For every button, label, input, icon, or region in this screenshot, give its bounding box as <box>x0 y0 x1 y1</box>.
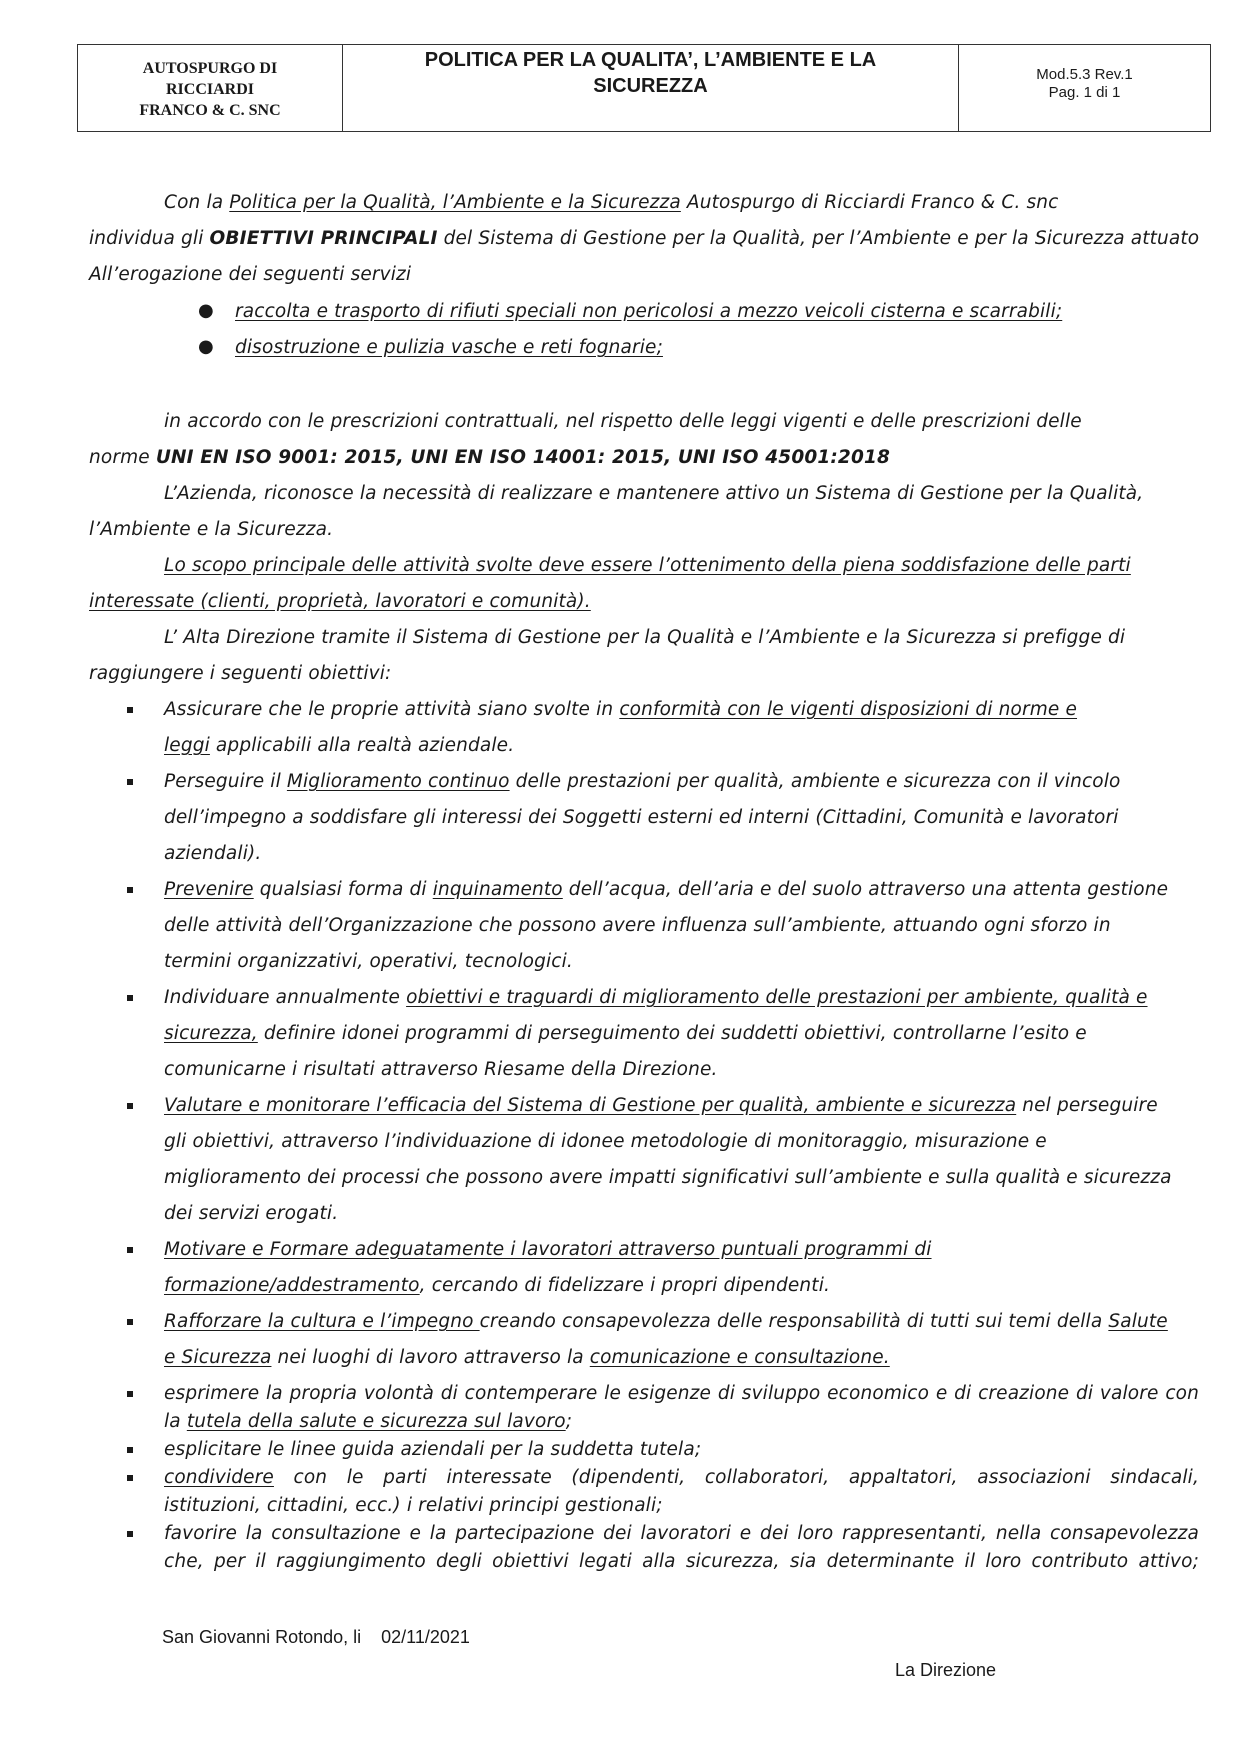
objective-line: gli obiettivi, attraverso l’individuazione di idonee metodologie di monitoraggio, misurazione e <box>164 1131 1047 1152</box>
text: nel perseguire <box>1016 1095 1158 1116</box>
objective-line <box>164 771 1121 792</box>
document-header <box>77 44 1211 132</box>
commitment-line: istituzioni, cittadini, ecc.) i relativi principi gestionali; <box>164 1495 663 1516</box>
square-bullet-icon <box>127 1391 133 1397</box>
place-and-date: San Giovanni Rotondo, li 02/11/2021 <box>162 1627 470 1647</box>
policy-name: Politica per la Qualità, l’Ambiente e la Sicurezza <box>229 192 681 213</box>
text-line: L’Azienda, riconosce la necessità di realizzare e mantenere attivo un Sistema di Gestione per la Qualità, <box>164 483 1144 504</box>
square-bullet-icon <box>127 1531 133 1537</box>
objective-line: delle attività dell’Organizzazione che possono avere influenza sull’ambiente, attuando ogni sforzo in <box>164 915 1111 936</box>
commitment-line: esprimere la propria volontà di contemperare le esigenze di sviluppo economico e di creazione di valore con <box>164 1383 1199 1404</box>
document-title-cell <box>343 45 959 131</box>
objective-line <box>164 1347 890 1368</box>
objective-line <box>164 987 1148 1008</box>
document-title-line: POLITICA PER LA QUALITA’, L’AMBIENTE E LA <box>424 49 877 71</box>
objective-line: Motivare e Formare adeguatamente i lavoratori attraverso puntuali programmi di <box>164 1239 932 1260</box>
text-line <box>89 447 890 468</box>
standards: UNI EN ISO 9001: 2015, UNI EN ISO 14001: 2015, UNI ISO 45001:2018 <box>155 447 891 468</box>
bullet-icon: ● <box>198 300 214 321</box>
square-bullet-icon <box>127 779 133 785</box>
service-item: raccolta e trasporto di rifiuti speciali non pericolosi a mezzo veicoli cisterna e scarrabili; <box>235 301 1063 322</box>
text: Salute <box>1108 1311 1168 1332</box>
objective-line <box>164 1023 1087 1044</box>
module-revision: Mod.5.3 Rev.1 <box>1036 66 1133 83</box>
text: del Sistema di Gestione per la Qualità, per l’Ambiente e per la Sicurezza attuato <box>437 228 1200 249</box>
revision-cell <box>959 45 1210 131</box>
company-name-cell <box>78 45 343 131</box>
commitment-line: favorire la consultazione e la partecipazione dei lavoratori e dei loro rappresentanti, nella consapevolezza <box>164 1523 1199 1544</box>
text: sicurezza, <box>164 1023 258 1044</box>
text: Individuare annualmente <box>164 987 407 1008</box>
text: obiettivi e traguardi di miglioramento delle prestazioni per ambiente, qualità e <box>406 987 1148 1008</box>
square-bullet-icon <box>127 995 133 1001</box>
text: delle prestazioni per qualità, ambiente e sicurezza con il vincolo <box>509 771 1121 792</box>
scope-line: Lo scopo principale delle attività svolte deve essere l’ottenimento della piena soddisfazione delle parti <box>164 555 1131 576</box>
intro-line <box>164 192 1059 213</box>
service-item: disostruzione e pulizia vasche e reti fognarie; <box>235 337 663 358</box>
objective-line <box>164 1095 1158 1116</box>
objective-line: dei servizi erogati. <box>164 1203 339 1224</box>
text: comunicazione e consultazione. <box>589 1347 890 1368</box>
objective-line <box>164 1311 1168 1332</box>
text: Con la <box>164 192 230 213</box>
scope-line: interessate (clienti, proprietà, lavoratori e comunità). <box>89 591 591 612</box>
text: qualsiasi forma di <box>253 879 433 900</box>
text: Assicurare che le proprie attività siano svolte in <box>164 699 620 720</box>
text: Prevenire <box>164 879 254 900</box>
emphasis: OBIETTIVI PRINCIPALI <box>209 228 438 249</box>
objective-line: aziendali). <box>164 843 262 864</box>
objective-line <box>164 879 1168 900</box>
commitment-line <box>164 1467 1199 1488</box>
square-bullet-icon <box>127 1103 133 1109</box>
text: Perseguire il <box>164 771 287 792</box>
commitment-line: esplicitare le linee guida aziendali per la suddetta tutela; <box>164 1439 702 1460</box>
square-bullet-icon <box>127 1247 133 1253</box>
text: e Sicurezza <box>164 1347 272 1368</box>
text: tutela della salute e sicurezza sul lavoro <box>186 1411 566 1432</box>
commitment-line: che, per il raggiungimento degli obiettivi legati alla sicurezza, sia determinante il loro contributo attivo; <box>164 1551 1199 1572</box>
text-line: raggiungere i seguenti obiettivi: <box>89 663 392 684</box>
text: formazione/addestramento <box>164 1275 420 1296</box>
text: dell’acqua, dell’aria e del suolo attraverso una attenta gestione <box>562 879 1169 900</box>
objective-line <box>164 735 514 756</box>
text: norme <box>89 447 156 468</box>
text: Miglioramento continuo <box>286 771 510 792</box>
signature-label: La Direzione <box>895 1660 997 1680</box>
text: Autospurgo di Ricciardi Franco & C. snc <box>680 192 1059 213</box>
text: leggi <box>164 735 210 756</box>
intro-line <box>89 228 1199 249</box>
text: individua gli <box>89 228 210 249</box>
square-bullet-icon <box>127 1447 133 1453</box>
page-number: Pag. 1 di 1 <box>1048 84 1121 101</box>
text-line: in accordo con le prescrizioni contrattuali, nel rispetto delle leggi vigenti e delle prescrizioni delle <box>164 411 1082 432</box>
objective-line <box>164 699 1077 720</box>
square-bullet-icon <box>127 1475 133 1481</box>
text: la <box>164 1411 187 1432</box>
company-name-line: FRANCO & C. SNC <box>139 102 281 119</box>
text-line: l’Ambiente e la Sicurezza. <box>89 519 334 540</box>
text: definire idonei programmi di perseguimento dei suddetti obiettivi, controllarne l’esito e <box>257 1023 1087 1044</box>
objective-line: miglioramento dei processi che possono avere impatti significativi sull’ambiente e sulla qualità e sicurezza <box>164 1167 1172 1188</box>
text: inquinamento <box>432 879 563 900</box>
text: con le parti interessate (dipendenti, collaboratori, appaltatori, associazioni sindacali, <box>273 1467 1199 1488</box>
square-bullet-icon <box>127 1319 133 1325</box>
company-name-line: RICCIARDI <box>165 81 254 98</box>
text: conformità con le vigenti disposizioni di norme e <box>619 699 1078 720</box>
text: nei luoghi di lavoro attraverso la <box>271 1347 590 1368</box>
company-name-line: AUTOSPURGO DI <box>142 60 278 77</box>
text: Valutare e monitorare l’efficacia del Sistema di Gestione per qualità, ambiente e sicurezza <box>164 1095 1017 1116</box>
objective-line <box>164 1275 830 1296</box>
intro-line: All’erogazione dei seguenti servizi <box>89 264 412 285</box>
square-bullet-icon <box>127 887 133 893</box>
text: , cercando di fidelizzare i propri dipendenti. <box>419 1275 831 1296</box>
text: Rafforzare la cultura e l’impegno <box>164 1311 480 1332</box>
commitment-line <box>164 1411 572 1432</box>
objective-line: termini organizzativi, operativi, tecnologici. <box>164 951 573 972</box>
objective-line: comunicarne i risultati attraverso Riesame della Direzione. <box>164 1059 718 1080</box>
bullet-icon: ● <box>198 336 214 357</box>
text: applicabili alla realtà aziendale. <box>209 735 515 756</box>
document-title-line: SICUREZZA <box>593 75 708 97</box>
objective-line: dell’impegno a soddisfare gli interessi dei Soggetti esterni ed interni (Cittadini, Comunità e lavoratori <box>164 807 1119 828</box>
square-bullet-icon <box>127 707 133 713</box>
text: ; <box>565 1411 573 1432</box>
text: condividere <box>164 1467 274 1488</box>
text: creando consapevolezza delle responsabilità di tutti sui temi della <box>479 1311 1109 1332</box>
text-line: L’ Alta Direzione tramite il Sistema di Gestione per la Qualità e l’Ambiente e la Sicurezza si prefigge di <box>164 627 1126 648</box>
